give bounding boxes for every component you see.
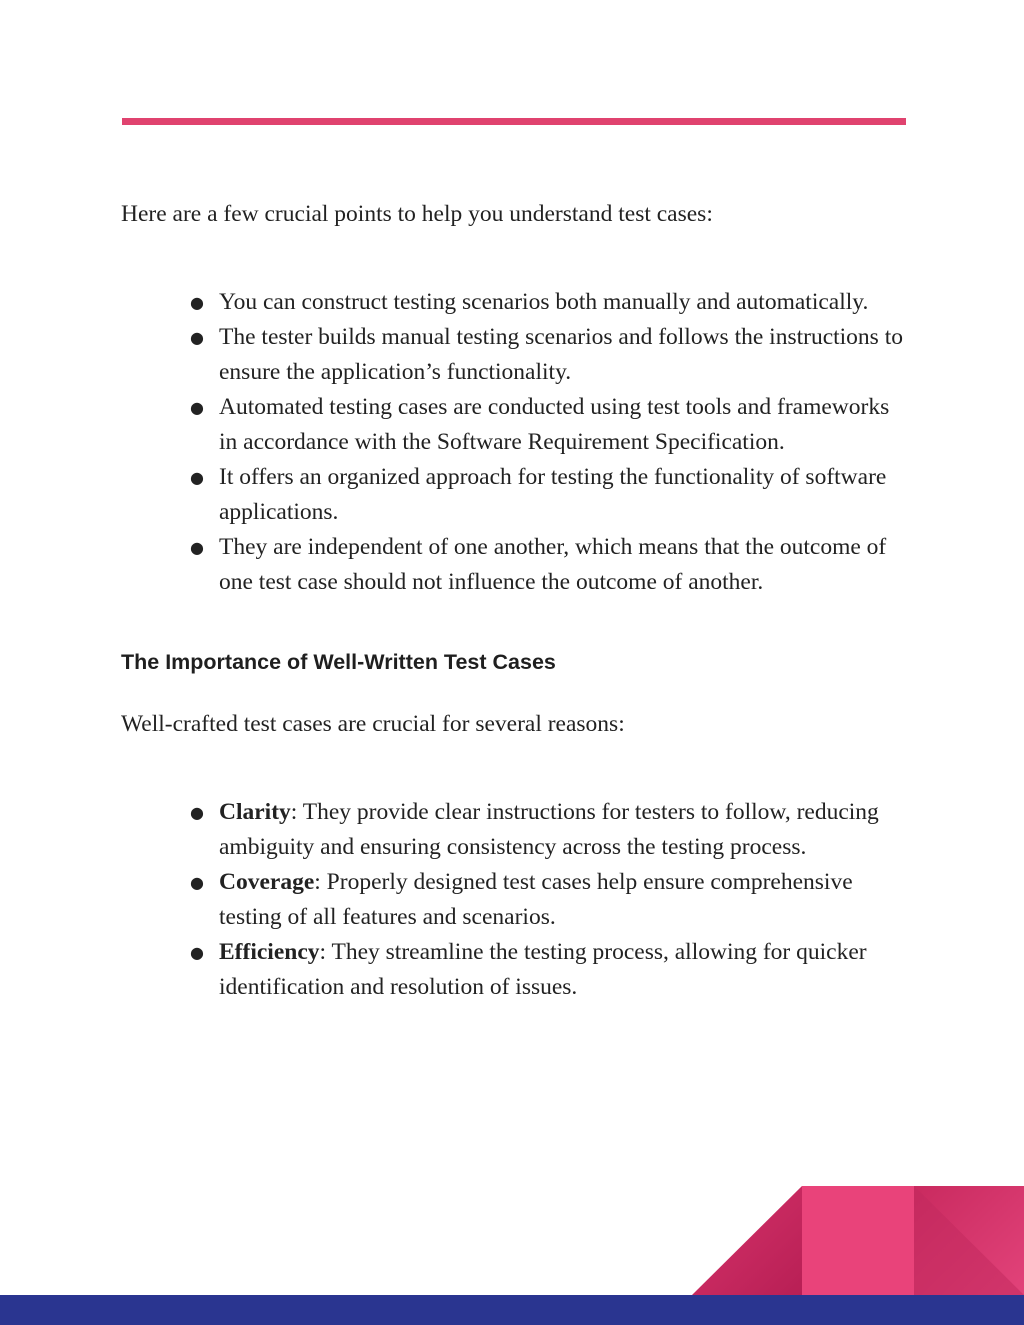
reason-term: Clarity: [219, 799, 291, 825]
deco-square: [802, 1186, 914, 1295]
deco-triangle: [692, 1186, 802, 1295]
reason-term: Coverage: [219, 869, 315, 895]
reason-text: : They provide clear instructions for testers to follow, reducing ambiguity and ensuring consistency across the testing process.: [219, 799, 879, 860]
list-item: ● You can construct testing scenarios both manually and automatically.: [219, 285, 911, 320]
intro-paragraph: Here are a few crucial points to help you understand test cases:: [121, 201, 713, 227]
reason-text: : Properly designed test cases help ensure comprehensive testing of all features and scenarios.: [219, 869, 853, 930]
list-item: ● They are independent of one another, which means that the outcome of one test case should not influence the outcome of another.: [219, 530, 911, 600]
list-item: ● Automated testing cases are conducted using test tools and frameworks in accordance with the Software Requirement Specification.: [219, 390, 911, 460]
list-item: [219, 795, 911, 865]
reason-text: : They streamline the testing process, allowing for quicker identification and resolution of issues.: [219, 939, 867, 1000]
footer-bar: [0, 1295, 1024, 1325]
test-case-points-list: [121, 285, 911, 600]
list-item: [219, 865, 911, 935]
top-accent-rule: [122, 118, 906, 125]
reasons-intro-paragraph: Well-crafted test cases are crucial for several reasons:: [121, 711, 625, 737]
document-body: [121, 197, 911, 1005]
section-heading: The Importance of Well-Written Test Cases: [121, 650, 556, 674]
list-item: ● It offers an organized approach for testing the functionality of software applications.: [219, 460, 911, 530]
list-item: [219, 935, 911, 1005]
reasons-list: [121, 795, 911, 1005]
list-item: ● The tester builds manual testing scenarios and follows the instructions to ensure the application’s functionality.: [219, 320, 911, 390]
reason-term: Efficiency: [219, 939, 320, 965]
